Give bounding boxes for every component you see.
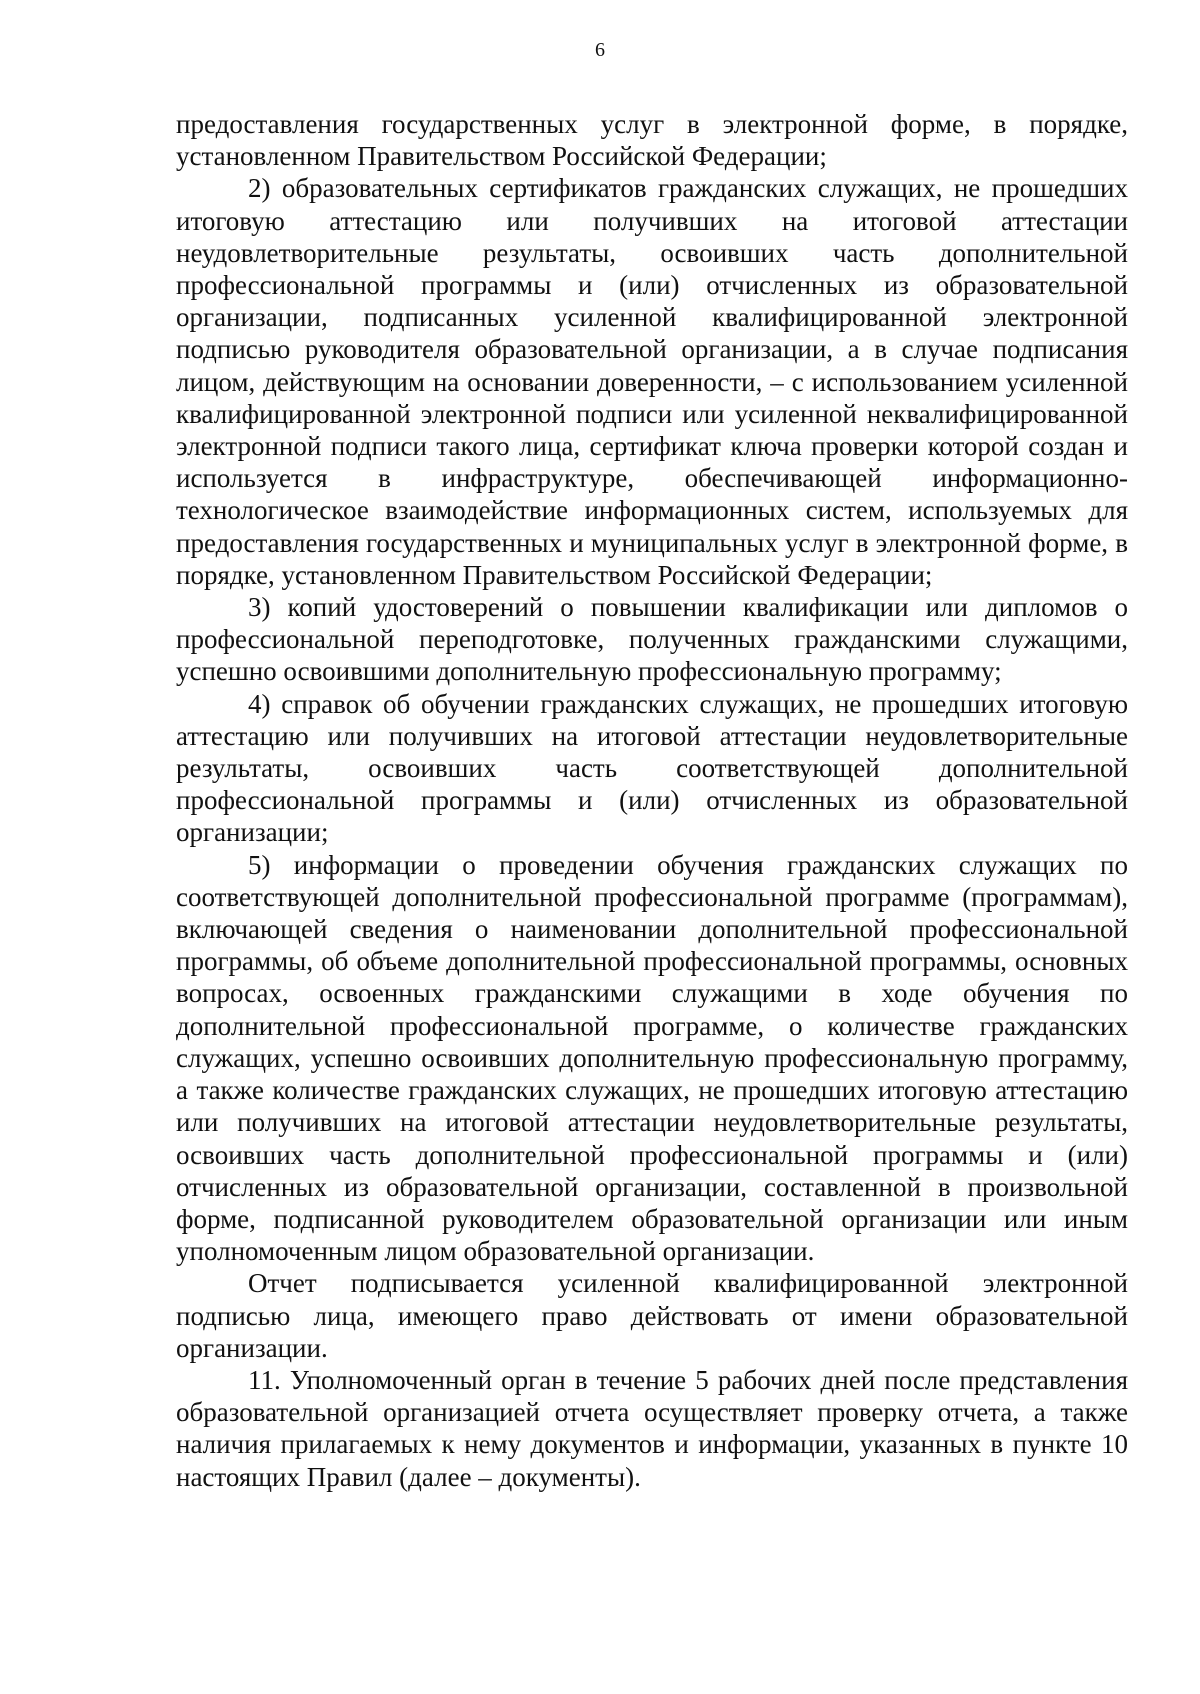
paragraph-clause-11: 11. Уполномоченный орган в течение 5 рабочих дней после представления образовательной организацией отчета осуществляет проверку отчета, а также наличия прилагаемых к нему документов и информации, указанных в пункте 10 настоящих Правил (далее – документы). — [176, 1364, 1128, 1492]
paragraph-continuation: предоставления государственных услуг в электронной форме, в порядке, установленном Правительством Российской Федерации; — [176, 109, 1128, 172]
paragraph-report-signature: Отчет подписывается усиленной квалифицированной электронной подписью лица, имеющего право действовать от имени образовательной организации. — [176, 1268, 1128, 1363]
page-number: 6 — [595, 39, 605, 61]
paragraph-item-2: 2) образовательных сертификатов гражданских служащих, не прошедших итоговую аттестацию или получивших на итоговой аттестации неудовлетворительные результаты, освоивших часть дополнительной профессиональной программы и (или) отчисленных из образовательной организации, подписанных усиленной квалифицированной электронной подписью руководителя образовательной организации, а в случае подписания лицом, действующим на основании доверенности, – с использованием усиленной квалифицированной электронной подписи или усиленной неквалифицированной электронной подписи такого лица, сертификат ключа проверки которой создан и используется в инфраструктуре, обеспечивающей информационно-технологическое взаимодействие информационных систем, используемых для предоставления государственных и муниципальных услуг в электронной форме, в порядке, установленном Правительством Российской Федерации; — [176, 173, 1128, 590]
paragraph-item-5: 5) информации о проведении обучения гражданских служащих по соответствующей дополнительной профессиональной программе (программам), включающей сведения о наименовании дополнительной профессиональной программы, об объеме дополнительной профессиональной программы, основных вопросах, освоенных гражданскими служащими в ходе обучения по дополнительной профессиональной программе, о количестве гражданских служащих, успешно освоивших дополнительную профессиональную программу, а также количестве гражданских служащих, не прошедших итоговую аттестацию или получивших на итоговой аттестации неудовлетворительные результаты, освоивших часть дополнительной профессиональной программы и (или) отчисленных из образовательной организации, составленной в произвольной форме, подписанной руководителем образовательной организации или иным уполномоченным лицом образовательной организации. — [176, 849, 1128, 1267]
paragraph-item-3: 3) копий удостоверений о повышении квалификации или дипломов о профессиональной переподготовке, полученных гражданскими служащими, успешно освоившими дополнительную профессиональную программу; — [176, 592, 1128, 687]
document-body — [176, 108, 1128, 1493]
paragraph-item-4: 4) справок об обучении гражданских служащих, не прошедших итоговую аттестацию или получивших на итоговой аттестации неудовлетворительные результаты, освоивших часть соответствующей дополнительной профессиональной программы и (или) отчисленных из образовательной организации; — [176, 688, 1128, 848]
